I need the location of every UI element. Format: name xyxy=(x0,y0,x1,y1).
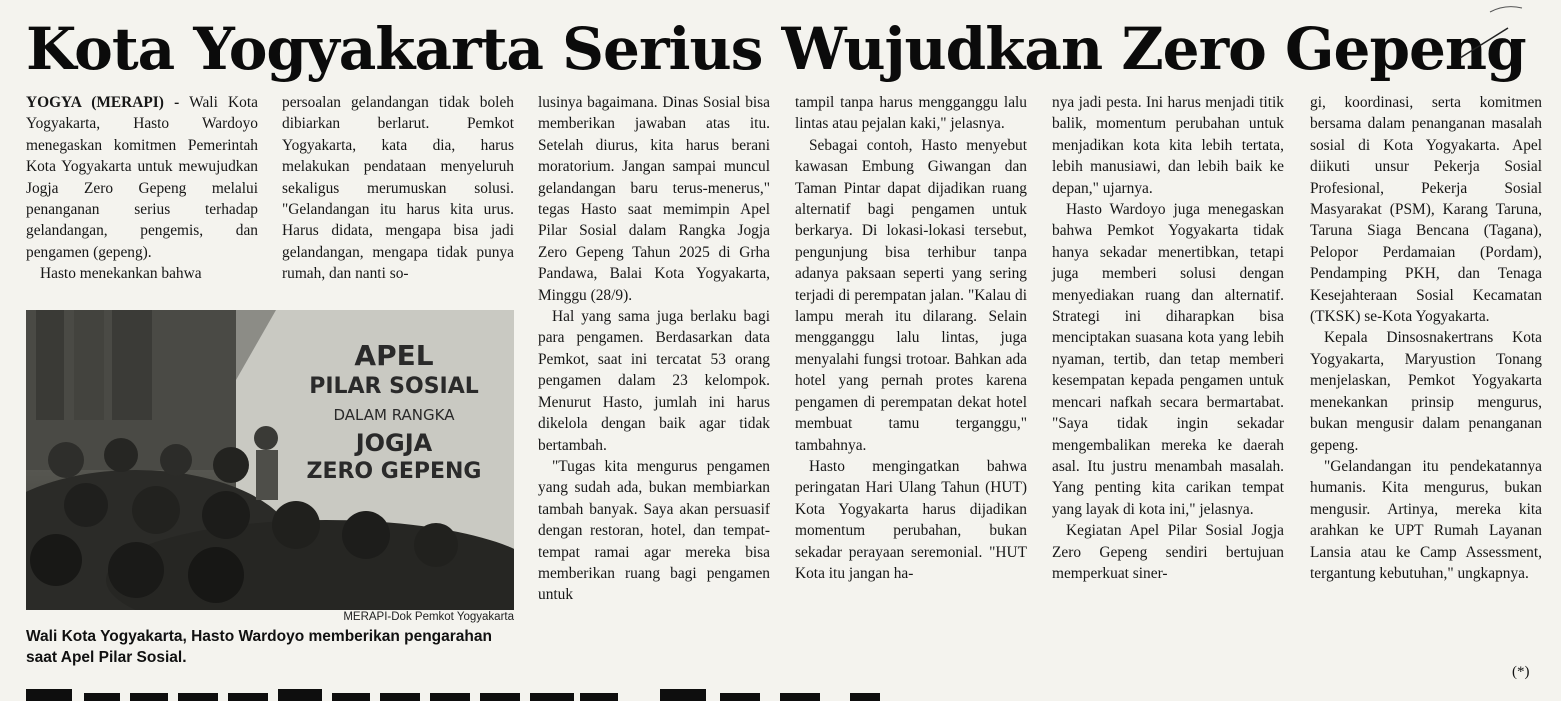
paragraph: Sebagai contoh, Hasto menyebut kawasan Embung Giwangan dan Taman Pintar dapat dijadikan ruang alternatif bagi pengamen untuk berkarya. Di lokasi-lokasi tersebut, pengunjung bisa terhibur tanpa adanya paksaan seperti yang sering terjadi di perempatan jalan. "Kalau di lampu merah itu dilarang. Selain mengganggu lalu lintas, juga menyalahi fungsi trotoar. Bahkan ada hotel yang pernah protes karena pengamen di perempatan dekat hotel membuat tamu terganggu," tambahnya. xyxy=(795,136,1027,454)
article-column-1 xyxy=(26,92,258,285)
banner-line: PILAR SOSIAL xyxy=(309,374,479,399)
paragraph: Hasto menekankan bahwa xyxy=(40,265,202,283)
paragraph: Hal yang sama juga berlaku bagi para pengamen. Berdasarkan data Pemkot, saat ini tercatat 53 orang pengamen dalam 23 kelompok. Menurut Hasto, jumlah ini harus dikelola dengan baik agar tidak bertambah. xyxy=(538,308,770,454)
banner-line: JOGJA xyxy=(355,429,433,457)
banner-line: ZERO GEPENG xyxy=(306,459,482,484)
dateline: YOGYA (MERAPI) - xyxy=(26,94,180,111)
article-column-6 xyxy=(1310,92,1542,584)
article-column-5 xyxy=(1052,92,1284,584)
photo-banner xyxy=(284,340,504,486)
banner-line: APEL xyxy=(354,339,434,372)
event-photo xyxy=(26,310,514,610)
paragraph: Kegiatan Apel Pilar Sosial Jogja Zero Gepeng sendiri bertujuan memperkuat siner- xyxy=(1052,522,1284,582)
paragraph: YOGYA (MERAPI) - Wali Kota Yogyakarta, Hasto Wardoyo menegaskan komitmen Pemerintah Kota Yogyakarta untuk mewujudkan Jogja Zero Gepeng melalui penanganan serius terhadap gelandangan, pengemis, dan pengamen (gepeng). xyxy=(26,94,258,261)
paragraph: Kepala Dinsosnakertrans Kota Yogyakarta, Maryustion Tonang menjelaskan, Pemkot Yogyakarta menekankan prinsip mengurus, bukan mengusir dalam penanganan gepeng. xyxy=(1310,329,1542,454)
paragraph: lusinya bagaimana. Dinas Sosial bisa memberikan jawaban atas itu. Setelah diurus, kita harus berani moratorium. Jangan sampai muncul gelandangan baru terus-menerus," tegas Hasto saat memimpin Apel Pilar Sosial dalam Rangka Jogja Zero Gepeng Tahun 2025 di Grha Pandawa, Balai Kota Yogyakarta, Minggu (28/9). xyxy=(538,94,770,304)
corner-pen-mark xyxy=(1430,0,1560,70)
paragraph: "Tugas kita mengurus pengamen yang sudah ada, bukan membiarkan tambah banyak. Saya akan persuasif dengan restoran, hotel, dan tempat-tempat ramai agar mereka bisa memberikan ruang bagi pengamen untuk xyxy=(538,457,770,604)
photo-caption: Wali Kota Yogyakarta, Hasto Wardoyo memberikan pengarahan saat Apel Pilar Sosial. xyxy=(26,628,492,666)
paragraph: nya jadi pesta. Ini harus menjadi titik balik, momentum perubahan untuk menjadikan kota kita lebih tertata, lebih manusiawi, dan lebih baik ke depan," ujarnya. xyxy=(1052,94,1284,197)
paragraph: gi, koordinasi, serta komitmen bersama dalam penanganan masalah sosial di Kota Yogyakarta. Apel diikuti unsur Pekerja Sosial Profesional, Pekerja Sosial Masyarakat (PSM), Karang Taruna, Taruna Siaga Bencana (Tagana), Pelopor Perdamaian (Pordam), Pendamping PKH, dan Tenaga Kesejahteraan Sosial Kecamatan (TKSK) se-Kota Yogyakarta. xyxy=(1310,94,1542,326)
article-column-4 xyxy=(795,92,1027,584)
paragraph: Hasto mengingatkan bahwa peringatan Hari Ulang Tahun (HUT) Kota Yogyakarta harus dijadikan momentum perubahan, bukan sekadar perayaan seremonial. "HUT Kota itu jangan ha- xyxy=(795,457,1027,582)
paragraph: "Gelandangan itu pendekatannya humanis. Kita mengurus, bukan mengusir. Artinya, mereka kita arahkan ke UPT Rumah Layanan Lansia atau ke Camp Assessment, tergantung kebutuhan," ungkapnya. xyxy=(1310,457,1542,582)
article-headline: Kota Yogyakarta Serius Wujudkan Zero Gepeng xyxy=(26,15,1526,83)
paragraph: tampil tanpa harus mengganggu lalu lintas atau pejalan kaki," jelasnya. xyxy=(795,94,1027,133)
next-article-headline-cropped xyxy=(20,683,1020,701)
banner-line: DALAM RANGKA xyxy=(333,406,455,424)
cropped-headline-glyphs xyxy=(20,683,1020,701)
end-mark: (*) xyxy=(1512,664,1530,680)
paragraph: Hasto Wardoyo juga menegaskan bahwa Pemkot Yogyakarta tidak hanya sekadar menertibkan, tetapi juga memberi solusi dengan menyediakan ruang dan alternatif. Strategi ini diharapkan bisa menciptakan suasana kota yang lebih nyaman, tertib, dan tetap memberi kesempatan kepada pengamen untuk mencari nafkah secara bermartabat. "Saya tidak ingin sekadar mengembalikan mereka ke daerah asal. Itu justru menambah masalah. Yang penting kita carikan tempat yang layak di kota ini," jelasnya. xyxy=(1052,201,1284,518)
article-column-3 xyxy=(538,92,770,606)
photo-credit: MERAPI-Dok Pemkot Yogyakarta xyxy=(343,611,514,623)
paragraph: persoalan gelandangan tidak boleh dibiarkan berlarut. Pemkot Yogyakarta, kata dia, harus melakukan pendataan menyeluruh sekaligus merumuskan solusi. "Gelandangan itu harus kita urus. Harus didata, mengapa bisa jadi gelandangan, mengapa tidak punya rumah, dan nanti so- xyxy=(282,94,514,283)
article-column-2 xyxy=(282,92,514,285)
